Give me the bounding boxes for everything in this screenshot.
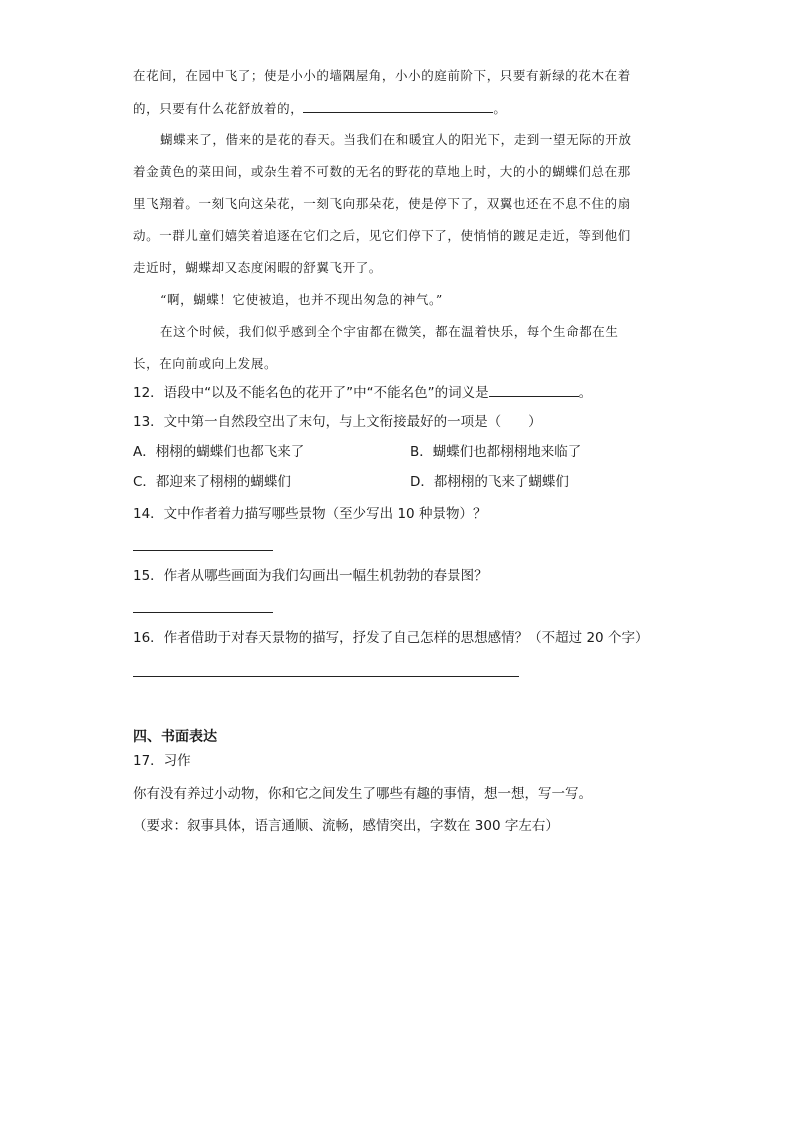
passage-line: 里飞翔着。一刻飞向这朵花，一刻飞向那朵花，使是停下了，双翼也还在不息不住的扇 (133, 196, 631, 211)
question-14: 14．文中作者着力描写哪些景物（至少写出 10 种景物）？ (133, 506, 487, 522)
answer-line[interactable] (133, 550, 273, 551)
question-16: 16．作者借助于对春天景物的描写，抒发了自己怎样的思想感情？（不超过 20 个字） (133, 630, 649, 646)
passage-line: 走近时，蝴蝶却又态度闲暇的舒翼飞开了。 (133, 260, 382, 275)
passage-line: 蝴蝶来了，偕来的是花的春天。当我们在和暖宜人的阳光下，走到一望无际的开放 (160, 132, 632, 147)
question-text: 12．语段中“以及不能名色的花开了”中“不能名色”的词义是 (133, 385, 489, 401)
option-d[interactable]: D．都栩栩的飞来了蝴蝶们 (410, 474, 569, 490)
section-title: 四、书面表达 (133, 729, 217, 745)
passage-line-with-blank (133, 98, 506, 119)
option-b[interactable]: B．蝴蝶们也都栩栩地来临了 (410, 444, 582, 460)
answer-blank[interactable] (489, 382, 579, 397)
passage-text: 。 (493, 101, 507, 116)
option-a[interactable]: A．栩栩的蝴蝶们也都飞来了 (133, 444, 305, 460)
passage-line: 长，在向前或向上发展。 (133, 356, 278, 371)
fill-in-blank[interactable] (303, 98, 493, 113)
question-12 (133, 382, 592, 403)
answer-line[interactable] (133, 612, 273, 613)
passage-line: 在花间，在园中飞了；使是小小的墙隅屋角，小小的庭前阶下，只要有新绿的花木在着 (133, 68, 631, 83)
question-13: 13．文中第一自然段空出了末句，与上文衔接最好的一项是（ ） (133, 414, 542, 430)
passage-line: 着金黄色的菜田间，或杂生着不可数的无名的野花的草地上时，大的小的蝴蝶们总在那 (133, 164, 631, 179)
passage-line: 在这个时候，我们似乎感到全个宇宙都在微笑，都在温着快乐，每个生命都在生 (160, 324, 619, 339)
answer-line[interactable] (133, 676, 519, 677)
passage-line: “啊，蝴蝶！它使被追，也并不现出匆急的神气。” (160, 292, 443, 307)
passage-text: 的，只要有什么花舒放着的， (133, 101, 304, 116)
question-15: 15．作者从哪些画面为我们勾画出一幅生机勃勃的春景图？ (133, 568, 488, 584)
option-c[interactable]: C．都迎来了栩栩的蝴蝶们 (133, 474, 291, 490)
writing-requirement: （要求：叙事具体，语言通顺、流畅，感情突出，字数在 300 字左右） (133, 818, 559, 834)
passage-line: 动。一群儿童们嬉笑着追逐在它们之后，见它们停下了，使悄悄的踱足走近，等到他们 (133, 228, 631, 243)
question-17: 17．习作 (133, 753, 191, 769)
question-text: 。 (578, 385, 593, 401)
writing-prompt: 你有没有养过小动物，你和它之间发生了哪些有趣的事情，想一想，写一写。 (133, 786, 592, 802)
